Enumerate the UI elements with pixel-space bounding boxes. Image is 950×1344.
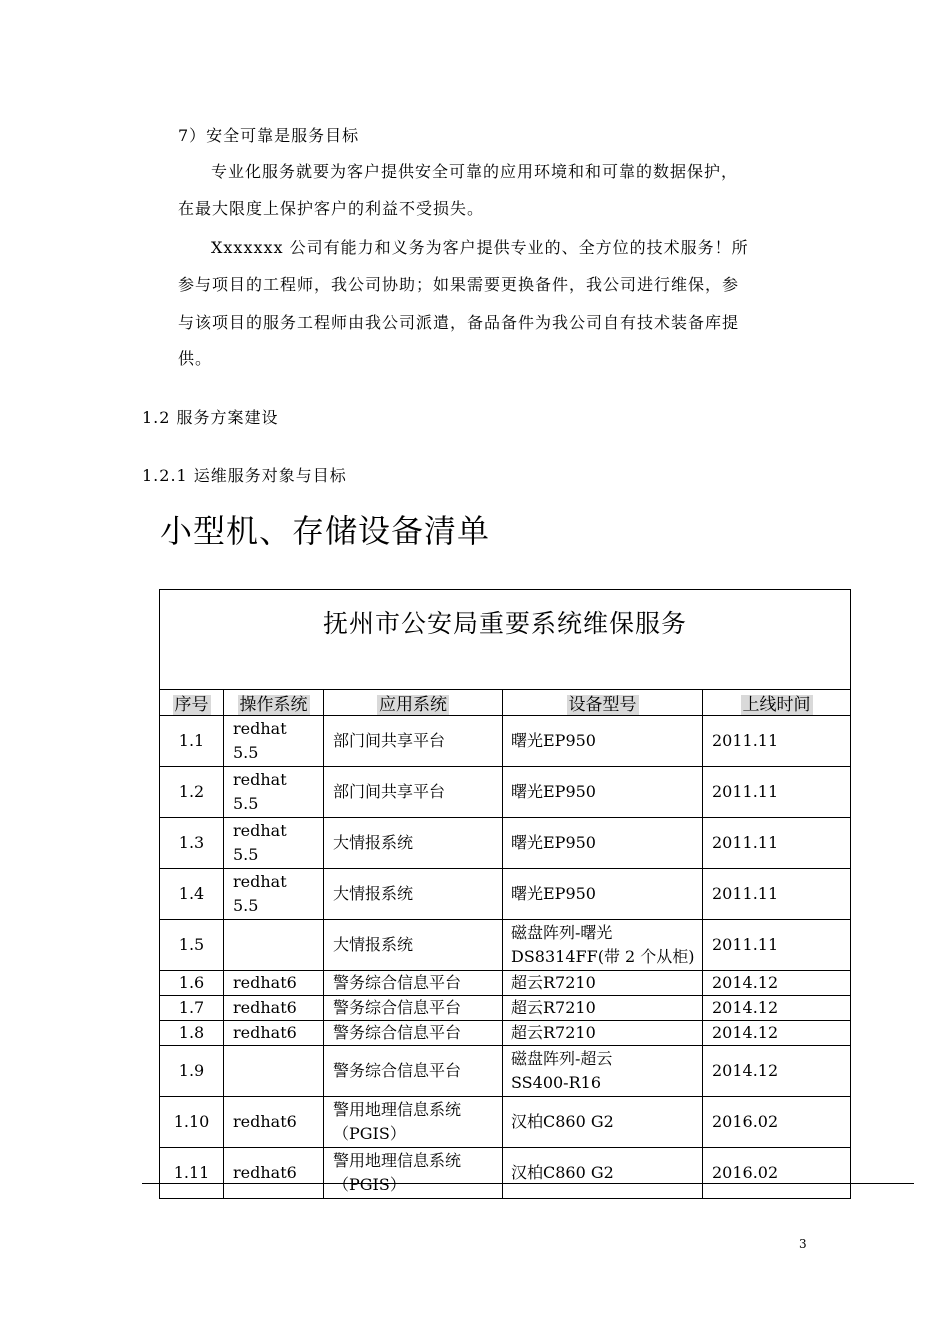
cell-os-os1: redhat6 <box>233 1112 297 1131</box>
table-row <box>160 1148 851 1199</box>
cell-app-app1: 警务综合信息平台 <box>333 1023 462 1042</box>
section-heading-1-2: 1.2 服务方案建设 <box>142 408 279 427</box>
table-row <box>160 1097 851 1148</box>
cell-date-date: 2011.11 <box>712 731 779 750</box>
cell-no <box>160 971 224 996</box>
cell-date <box>703 818 851 869</box>
cell-no <box>160 920 224 971</box>
header-model: 设备型号 <box>503 690 703 716</box>
cell-no <box>160 1097 224 1148</box>
cell-model-model2: SS400-R16 <box>511 1073 601 1092</box>
cell-app-app1: 大情报系统 <box>333 884 414 903</box>
cell-app <box>324 818 503 869</box>
footer-rule <box>142 1183 914 1184</box>
para-3-line-3: 与该项目的服务工程师由我公司派遣，备品备件为我公司自有技术装备库提 <box>178 313 740 332</box>
cell-date-date: 2014.12 <box>712 1061 779 1080</box>
cell-no-no: 1.7 <box>178 998 205 1017</box>
cell-os <box>224 1046 324 1097</box>
cell-model-model1: 曙光EP950 <box>511 833 596 852</box>
cell-model-model1: 曙光EP950 <box>511 782 596 801</box>
cell-os-os2: 5.5 <box>233 896 259 915</box>
cell-no <box>160 1046 224 1097</box>
cell-no <box>160 996 224 1021</box>
cell-model-model1: 磁盘阵列-曙光 <box>511 923 613 942</box>
header-os: 操作系统 <box>224 690 324 716</box>
cell-app-app1: 部门间共享平台 <box>333 731 446 750</box>
cell-app-app1: 大情报系统 <box>333 833 414 852</box>
cell-os-os1: redhat <box>233 770 287 789</box>
header-date: 上线时间 <box>703 690 851 716</box>
cell-os-os1: redhat6 <box>233 973 297 992</box>
cell-model-model1: 汉柏C860 G2 <box>511 1163 614 1182</box>
cell-date-date: 2011.11 <box>712 833 779 852</box>
cell-no-no: 1.9 <box>178 1061 205 1080</box>
para-2-line-2: 在最大限度上保护客户的利益不受损失。 <box>178 199 485 218</box>
cell-app <box>324 1097 503 1148</box>
cell-date <box>703 1021 851 1046</box>
cell-model <box>503 1021 703 1046</box>
cell-model <box>503 767 703 818</box>
cell-no-no: 1.10 <box>173 1112 210 1131</box>
cell-os-os2: 5.5 <box>233 794 259 813</box>
cell-os <box>224 767 324 818</box>
cell-date-date: 2016.02 <box>712 1112 779 1131</box>
cell-model-model1: 汉柏C860 G2 <box>511 1112 614 1131</box>
cell-date <box>703 1148 851 1199</box>
cell-os-os1: redhat6 <box>233 1163 297 1182</box>
para-3-line-1: Xxxxxxx 公司有能力和义务为客户提供专业的、全方位的技术服务！所 <box>211 238 749 257</box>
cell-model <box>503 818 703 869</box>
cell-date <box>703 716 851 767</box>
cell-date <box>703 971 851 996</box>
cell-model-model1: 磁盘阵列-超云 <box>511 1049 613 1068</box>
table-row <box>160 767 851 818</box>
cell-no <box>160 1148 224 1199</box>
cell-app <box>324 996 503 1021</box>
cell-date-date: 2011.11 <box>712 782 779 801</box>
cell-date <box>703 869 851 920</box>
equipment-table <box>159 589 851 1199</box>
cell-app-app1: 警用地理信息系统 <box>333 1151 462 1170</box>
cell-app <box>324 1046 503 1097</box>
cell-no-no: 1.4 <box>178 884 205 903</box>
cell-os-os1: redhat <box>233 872 287 891</box>
cell-date <box>703 1097 851 1148</box>
page-number: 3 <box>799 1237 807 1251</box>
cell-app <box>324 920 503 971</box>
cell-os-os2: 5.5 <box>233 845 259 864</box>
cell-no-no: 1.11 <box>173 1163 210 1182</box>
cell-date-date: 2016.02 <box>712 1163 779 1182</box>
cell-no-no: 1.3 <box>178 833 205 852</box>
table-row <box>160 818 851 869</box>
cell-no <box>160 1021 224 1046</box>
cell-app-app1: 警务综合信息平台 <box>333 998 462 1017</box>
cell-os <box>224 716 324 767</box>
cell-app-app2: （PGIS） <box>333 1124 406 1143</box>
cell-date-date: 2011.11 <box>712 884 779 903</box>
cell-no <box>160 767 224 818</box>
cell-app-app1: 警务综合信息平台 <box>333 1061 462 1080</box>
cell-no <box>160 818 224 869</box>
table-row <box>160 716 851 767</box>
cell-app-app1: 部门间共享平台 <box>333 782 446 801</box>
cell-model <box>503 996 703 1021</box>
cell-model-model1: 曙光EP950 <box>511 731 596 750</box>
table-header-row <box>160 690 851 716</box>
cell-os <box>224 1021 324 1046</box>
cell-date <box>703 996 851 1021</box>
table-row <box>160 1046 851 1097</box>
cell-model <box>503 1046 703 1097</box>
cell-app-app1: 警务综合信息平台 <box>333 973 462 992</box>
cell-model-model2: DS8314FF(带 2 个从柜) <box>511 947 695 966</box>
cell-no-no: 1.6 <box>178 973 205 992</box>
cell-os <box>224 869 324 920</box>
cell-date-date: 2014.12 <box>712 998 779 1017</box>
cell-no-no: 1.2 <box>178 782 205 801</box>
cell-app-app1: 警用地理信息系统 <box>333 1100 462 1119</box>
cell-date <box>703 767 851 818</box>
cell-os <box>224 971 324 996</box>
cell-os-os1: redhat <box>233 821 287 840</box>
section-heading-1-2-1: 1.2.1 运维服务对象与目标 <box>142 466 347 485</box>
para-3-line-4: 供。 <box>178 349 213 368</box>
table-row <box>160 1021 851 1046</box>
para-3-line-2: 参与项目的工程师，我公司协助；如果需要更换备件，我公司进行维保，参 <box>178 275 740 294</box>
cell-app-app2: （PGIS） <box>333 1175 406 1194</box>
cell-app <box>324 767 503 818</box>
cell-os <box>224 1097 324 1148</box>
para-2-line-1: 专业化服务就要为客户提供安全可靠的应用环境和和可靠的数据保护， <box>211 162 739 181</box>
cell-date-date: 2011.11 <box>712 935 779 954</box>
table-title: 抚州市公安局重要系统维保服务 <box>160 590 851 690</box>
cell-model <box>503 1097 703 1148</box>
cell-date <box>703 920 851 971</box>
para-7-heading: 7）安全可靠是服务目标 <box>178 126 360 145</box>
cell-os-os2: 5.5 <box>233 743 259 762</box>
cell-os-os1: redhat <box>233 719 287 738</box>
cell-os-os1: redhat6 <box>233 998 297 1017</box>
table-row <box>160 920 851 971</box>
cell-model <box>503 716 703 767</box>
cell-os <box>224 818 324 869</box>
cell-app-app1: 大情报系统 <box>333 935 414 954</box>
cell-os-os1: redhat6 <box>233 1023 297 1042</box>
cell-no-no: 1.5 <box>178 935 205 954</box>
cell-app <box>324 869 503 920</box>
cell-app <box>324 1148 503 1199</box>
cell-no <box>160 869 224 920</box>
cell-no-no: 1.8 <box>178 1023 205 1042</box>
table-row <box>160 996 851 1021</box>
table-row <box>160 869 851 920</box>
cell-date <box>703 1046 851 1097</box>
cell-model-model1: 超云R7210 <box>511 1023 596 1042</box>
cell-app <box>324 971 503 996</box>
cell-date-date: 2014.12 <box>712 1023 779 1042</box>
cell-model-model1: 超云R7210 <box>511 998 596 1017</box>
header-app: 应用系统 <box>324 690 503 716</box>
cell-os <box>224 1148 324 1199</box>
cell-date-date: 2014.12 <box>712 973 779 992</box>
cell-model-model1: 曙光EP950 <box>511 884 596 903</box>
cell-os <box>224 996 324 1021</box>
cell-model-model1: 超云R7210 <box>511 973 596 992</box>
equipment-list-title: 小型机、存储设备清单 <box>160 512 491 550</box>
cell-model <box>503 869 703 920</box>
cell-model <box>503 920 703 971</box>
cell-os <box>224 920 324 971</box>
cell-no <box>160 716 224 767</box>
cell-model <box>503 971 703 996</box>
header-no: 序号 <box>160 690 224 716</box>
cell-no-no: 1.1 <box>178 731 205 750</box>
cell-app <box>324 1021 503 1046</box>
cell-model <box>503 1148 703 1199</box>
cell-app <box>324 716 503 767</box>
table-row <box>160 971 851 996</box>
